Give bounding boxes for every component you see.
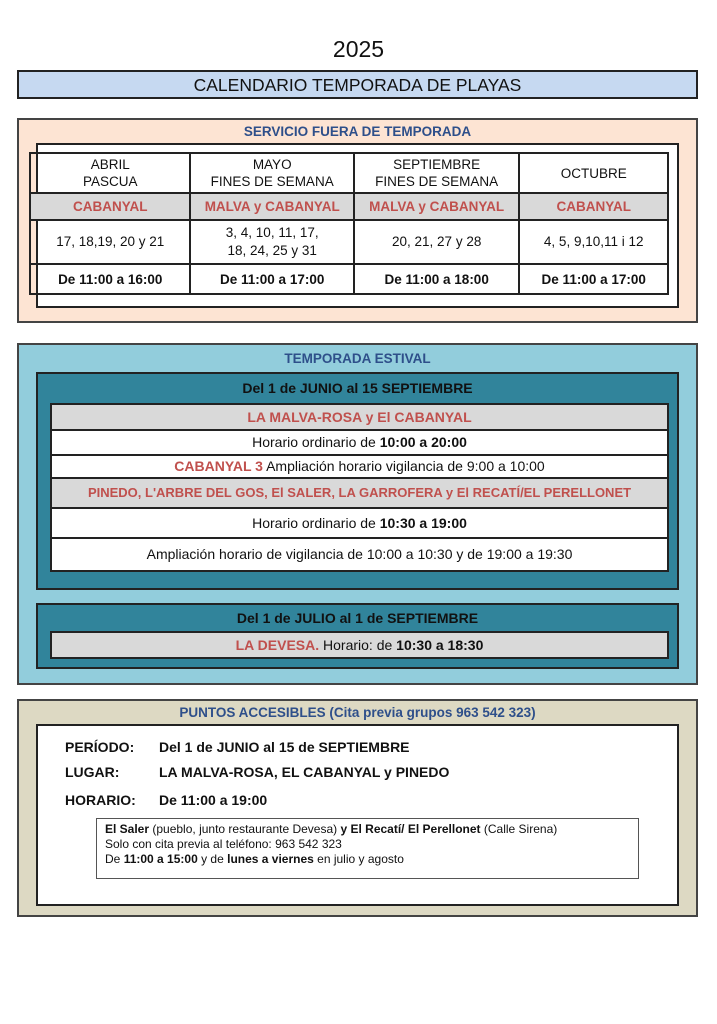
month-sublabel: PASCUA (82, 174, 138, 189)
note-recati-detail: (Calle Sirena) (480, 822, 558, 836)
period-label: PERÍODO: (65, 739, 135, 755)
schedule-text: Horario ordinario de (252, 515, 380, 531)
hours-cell: De 11:00 a 17:00 (519, 264, 668, 294)
hours-cell: De 11:00 a 16:00 (30, 264, 190, 294)
month-label: ABRIL (90, 157, 130, 172)
beach-group-row (50, 403, 669, 431)
hours-label: HORARIO: (65, 792, 136, 808)
note-text: De (105, 852, 124, 866)
schedule-hours: 10:30 a 19:00 (379, 515, 467, 531)
summer-block-july (36, 603, 679, 669)
hours-row (65, 792, 267, 808)
off-season-title: SERVICIO FUERA DE TEMPORADA (243, 124, 472, 139)
summer-block-june (36, 372, 679, 590)
month-sublabel: FINES DE SEMANA (210, 174, 334, 189)
page-title: CALENDARIO TEMPORADA DE PLAYAS (17, 70, 698, 99)
month-label: MAYO (252, 157, 292, 172)
header-cell (190, 153, 353, 193)
summer-title: TEMPORADA ESTIVAL (284, 351, 431, 366)
location-cell: MALVA y CABANYAL (354, 193, 520, 220)
month-label: SEPTIEMBRE (393, 157, 481, 172)
note-saler: El Saler (105, 822, 150, 836)
note-line (105, 822, 630, 837)
extension-row (50, 537, 669, 572)
beach-group-row (50, 477, 669, 509)
schedule-hours: 10:00 a 20:00 (379, 434, 467, 450)
devesa-text: Horario: de (319, 637, 397, 653)
block-heading: Del 1 de JULIO al 1 de SEPTIEMBRE (236, 610, 479, 626)
summer-section (17, 343, 698, 685)
dates-cell: 17, 18,19, 20 y 21 (30, 220, 190, 264)
hours-cell: De 11:00 a 18:00 (354, 264, 520, 294)
header-cell (354, 153, 520, 193)
hours-value: De 11:00 a 19:00 (159, 792, 268, 808)
dates-cell: 4, 5, 9,10,11 i 12 (519, 220, 668, 264)
accessible-frame (36, 724, 679, 906)
period-value: Del 1 de JUNIO al 15 de SEPTIEMBRE (159, 739, 410, 755)
header-cell (30, 153, 190, 193)
dates-line: 18, 24, 25 y 31 (227, 243, 317, 258)
block-heading: Del 1 de JUNIO al 15 SEPTIEMBRE (242, 380, 473, 396)
schedule-row (50, 507, 669, 539)
period-row (65, 739, 410, 755)
extension-row (50, 454, 669, 479)
month-label: OCTUBRE (560, 165, 627, 181)
accessible-note (96, 818, 639, 879)
place-label: LUGAR: (65, 764, 120, 780)
note-line (105, 852, 630, 867)
note-days: lunes a viernes (227, 852, 314, 866)
devesa-row (50, 631, 669, 659)
schedule-row (50, 429, 669, 456)
cabanyal3-label: CABANYAL 3 (174, 458, 263, 474)
note-hours: 11:00 a 15:00 (123, 852, 198, 866)
header-cell (519, 153, 668, 193)
place-value: LA MALVA-ROSA, EL CABANYAL y PINEDO (159, 764, 450, 780)
location-cell: CABANYAL (519, 193, 668, 220)
dates-line: 3, 4, 10, 11, 17, (225, 225, 319, 240)
hours-cell: De 11:00 a 17:00 (190, 264, 353, 294)
extension-text: Ampliación horario de vigilancia de 10:00 a 10:30 y de 19:00 a 19:30 (146, 546, 573, 562)
note-text: en julio y agosto (313, 852, 404, 866)
devesa-label: LA DEVESA. (235, 637, 320, 653)
beach-group-label: LA MALVA-ROSA y El CABANYAL (247, 409, 472, 425)
devesa-hours: 10:30 a 18:30 (396, 637, 484, 653)
off-season-table (29, 152, 669, 295)
note-text: y de (197, 852, 228, 866)
note-line: Solo con cita previa al teléfono: 963 542 323 (105, 837, 342, 851)
note-saler-detail: (pueblo, junto restaurante Devesa) (149, 822, 341, 836)
dates-cell: 20, 21, 27 y 28 (354, 220, 520, 264)
year: 2025 (332, 36, 385, 62)
extension-text: Ampliación horario vigilancia de 9:00 a 10:00 (262, 458, 545, 474)
note-recati: y El Recatí/ El Perellonet (340, 822, 481, 836)
location-cell: CABANYAL (30, 193, 190, 220)
place-row (65, 764, 449, 780)
beach-group-label: PINEDO, L'ARBRE DEL GOS, El SALER, LA GARROFERA y El RECATÍ/EL PERELLONET (87, 485, 632, 500)
schedule-text: Horario ordinario de (252, 434, 380, 450)
dates-cell (190, 220, 353, 264)
location-cell: MALVA y CABANYAL (190, 193, 353, 220)
month-sublabel: FINES DE SEMANA (375, 174, 499, 189)
accessible-section (17, 699, 698, 917)
accessible-title: PUNTOS ACCESIBLES (Cita previa grupos 963 542 323) (179, 705, 536, 720)
